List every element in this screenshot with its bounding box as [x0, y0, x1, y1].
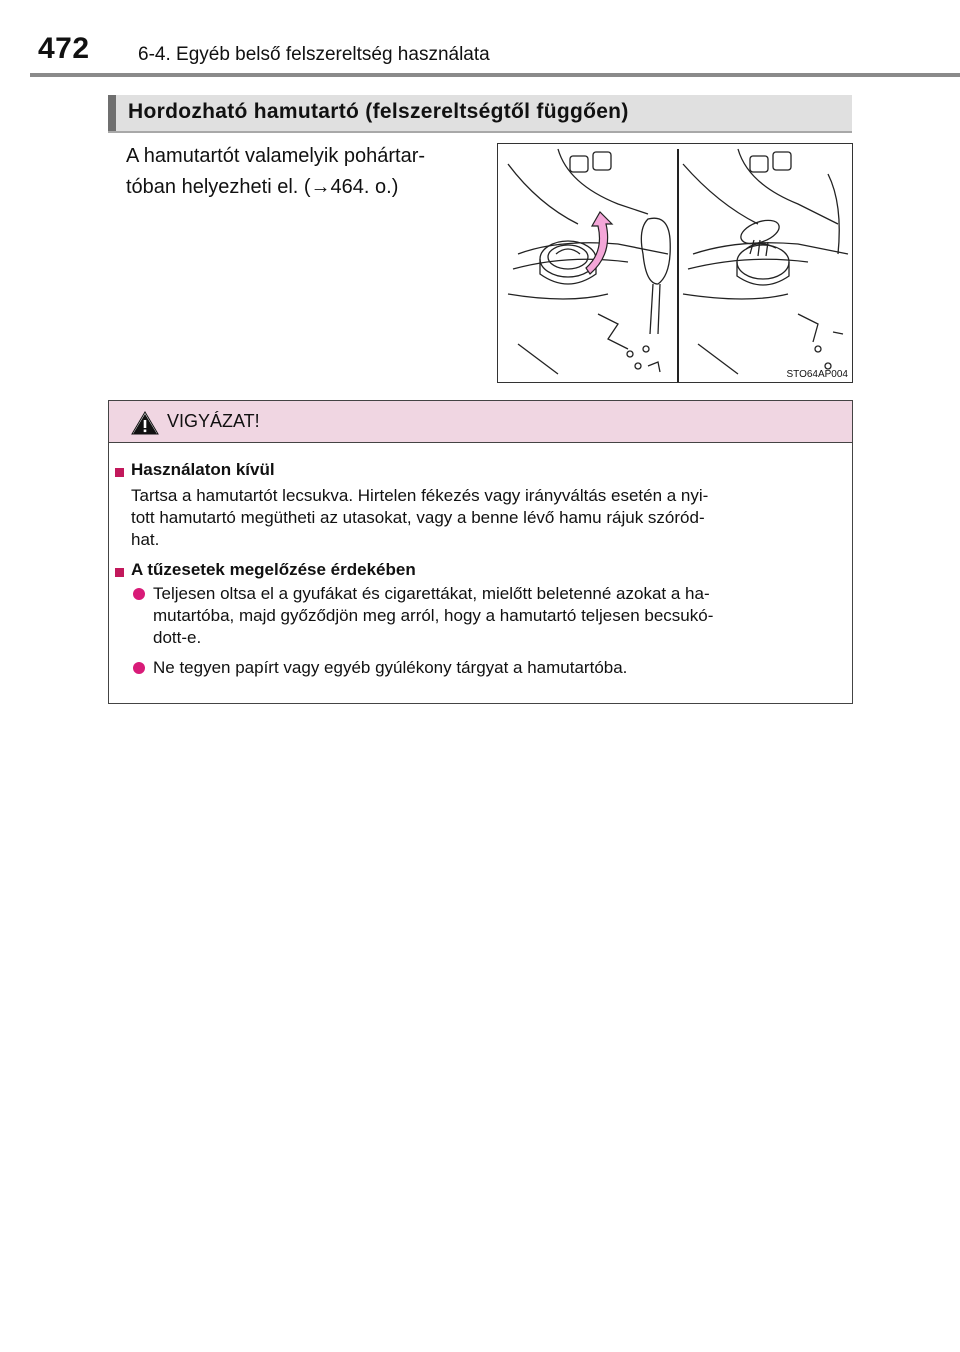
section-heading-bar — [108, 95, 116, 131]
intro-text — [126, 141, 486, 203]
ashtray-illustration — [497, 143, 853, 383]
round-bullet-icon — [133, 662, 145, 674]
header-rule — [30, 73, 960, 77]
ashtray-drawing — [498, 144, 852, 382]
figure-code: STO64AP004 — [786, 369, 848, 380]
warning-triangle-icon — [131, 411, 159, 435]
item1-line-3: hat. — [131, 530, 160, 549]
item-title-fire-prevention: A tűzesetek megelőzése érdekében — [131, 560, 416, 579]
item1-line-1: Tartsa a hamutartót lecsukva. Hirtelen fékezés vagy irányváltás esetén a nyi- — [131, 486, 709, 505]
section-title: Hordozható hamutartó (felszereltségtől függően) — [128, 100, 629, 123]
running-head: 6-4. Egyéb belső felszereltség használata — [138, 44, 490, 65]
item-text-out-of-use — [131, 485, 841, 551]
bullet-text-no-paper: Ne tegyen papírt vagy egyéb gyúlékony tárgyat a hamutartóba. — [153, 658, 628, 677]
square-bullet-icon — [115, 468, 124, 477]
warning-box — [108, 400, 853, 704]
round-bullet-icon — [133, 588, 145, 600]
warning-label: VIGYÁZAT! — [167, 411, 260, 431]
bullet1-line-3: dott-e. — [153, 628, 202, 647]
square-bullet-icon — [115, 568, 124, 577]
item-title-out-of-use: Használaton kívül — [131, 460, 275, 479]
intro-line-1: A hamutartót valamelyik pohártar- — [126, 145, 426, 167]
bullet1-line-1: Teljesen oltsa el a gyufákat és cigarettákat, mielőtt beletenné azokat a ha- — [153, 584, 710, 603]
intro-line-2: tóban helyezheti el. (→464. o.) — [126, 176, 399, 198]
item1-line-2: tott hamutartó megütheti az utasokat, vagy a benne lévő hamu rájuk szóród- — [131, 508, 705, 527]
warning-header — [109, 401, 852, 443]
page-number: 472 — [38, 32, 90, 65]
bullet-text-extinguish — [153, 583, 841, 649]
bullet1-line-2: mutartóba, majd győződjön meg arról, hogy a hamutartó teljesen becsukó- — [153, 606, 714, 625]
section-heading — [108, 95, 852, 133]
